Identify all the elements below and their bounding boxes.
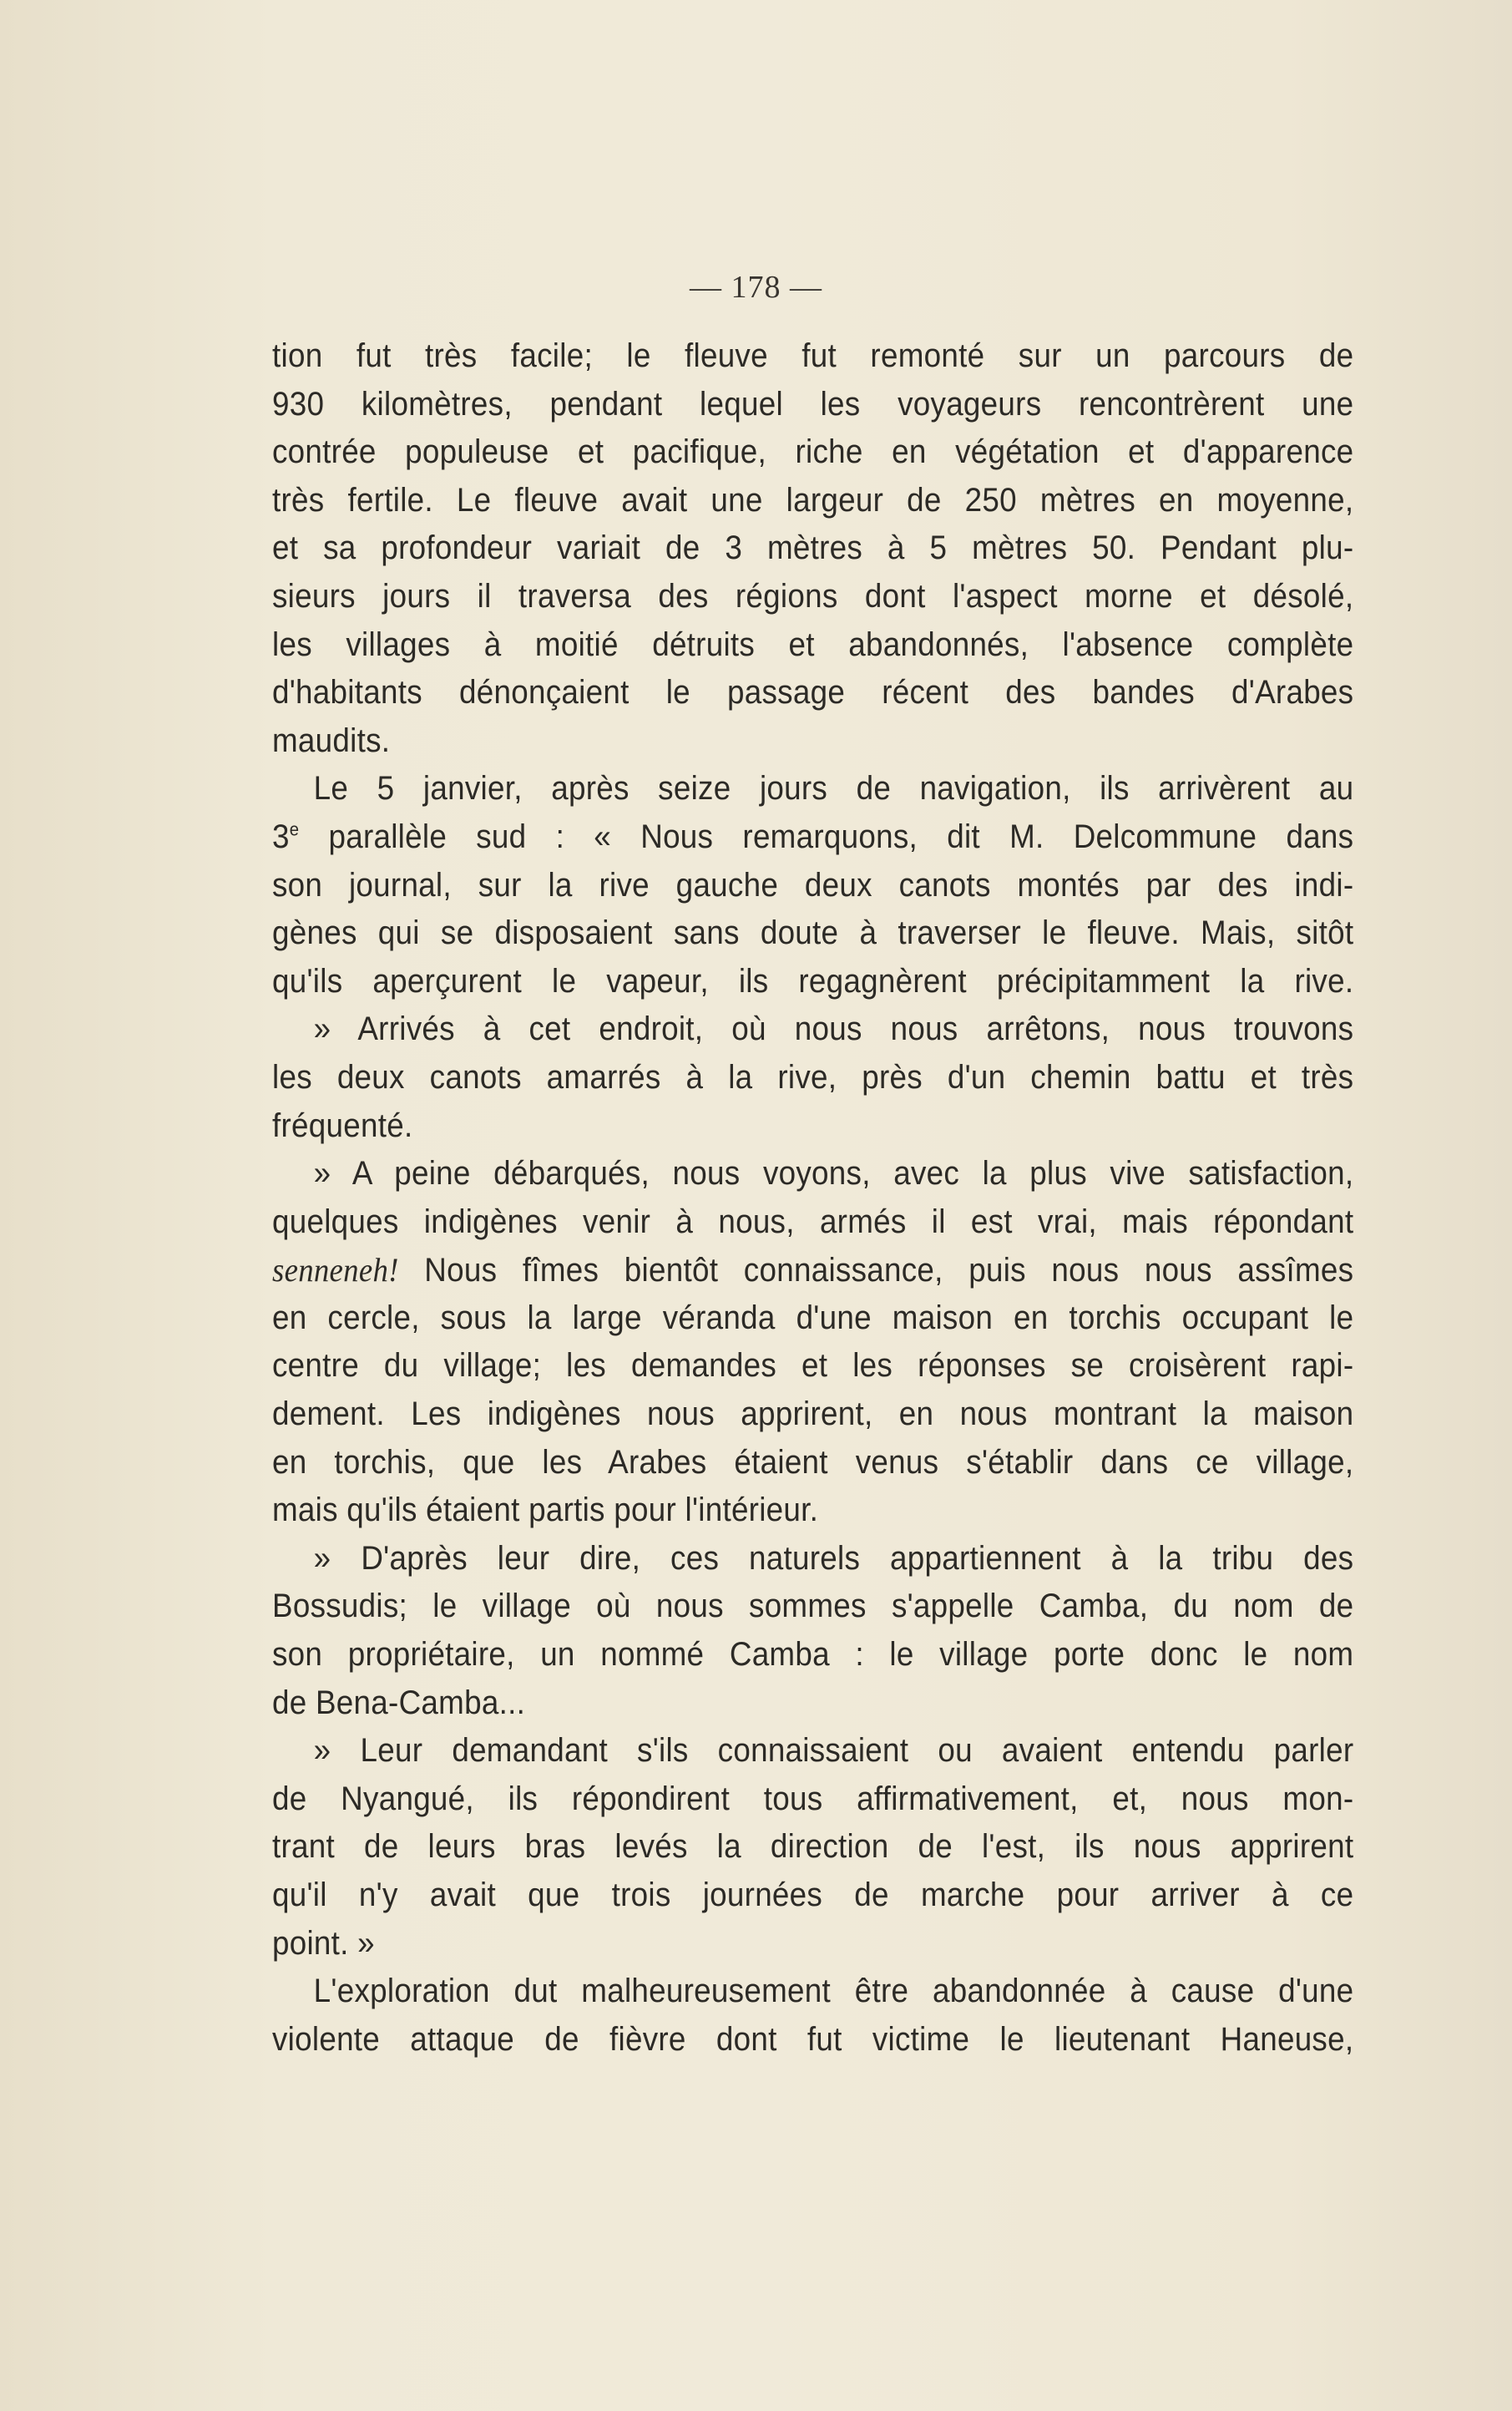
text-line: » Arrivés à cet endroit, où nous nous arrêtons, nous trouvons	[313, 1010, 1354, 1048]
text-line: de Nyangué, ils répondirent tous affirmativement, et, nous mon-	[272, 1780, 1354, 1817]
ordinal-number: 3	[272, 818, 290, 855]
body-text	[272, 332, 1354, 2064]
text-line: très fertile. Le fleuve avait une largeur de 250 mètres en moyenne,	[272, 481, 1354, 519]
text-line: violente attaque de fièvre dont fut victime le lieutenant Haneuse,	[272, 2020, 1354, 2058]
text-line: » D'après leur dire, ces naturels appartiennent à la tribu des	[313, 1539, 1354, 1577]
text-line: son propriétaire, un nommé Camba : le village porte donc le nom	[272, 1636, 1354, 1674]
text-line: Le 5 janvier, après seize jours de navigation, ils arrivèrent au	[313, 770, 1354, 808]
text-line: quelques indigènes venir à nous, armés il est vrai, mais répondant	[272, 1203, 1354, 1240]
text-line: dement. Les indigènes nous apprirent, en nous montrant la maison	[272, 1395, 1354, 1433]
text-line: tion fut très facile; le fleuve fut remonté sur un parcours de	[272, 337, 1354, 374]
text-line: gènes qui se disposaient sans doute à traverser le fleuve. Mais, sitôt	[272, 914, 1354, 952]
text-line: et sa profondeur variait de 3 mètres à 5 mètres 50. Pendant plu-	[272, 529, 1354, 567]
text-line: de Bena-Camba...	[272, 1684, 526, 1721]
ordinal-suffix: e	[289, 818, 300, 840]
text-line: les villages à moitié détruits et abandonnés, l'absence complète	[272, 626, 1354, 663]
text-span: Nous fîmes bientôt connaissance, puis nous nous assîmes	[424, 1252, 1354, 1289]
text-line: qu'il n'y avait que trois journées de marche pour arriver à ce	[272, 1877, 1354, 1913]
text-line: maudits.	[272, 722, 391, 759]
text-line: en cercle, sous la large véranda d'une maison en torchis occupant le	[272, 1299, 1354, 1336]
text-line: Bossudis; le village où nous sommes s'appelle Camba, du nom de	[272, 1588, 1354, 1625]
text-line: fréquenté.	[272, 1107, 413, 1144]
text-line: d'habitants dénonçaient le passage récent des bandes d'Arabes	[272, 674, 1354, 712]
text-line: trant de leurs bras levés la direction de l'est, ils nous apprirent	[272, 1828, 1354, 1866]
text-line	[272, 813, 1353, 862]
text-line: les deux canots amarrés à la rive, près d'un chemin battu et très	[272, 1058, 1354, 1096]
text-line: » Leur demandant s'ils connaissaient ou avaient entendu parler	[313, 1732, 1354, 1770]
text-line: en torchis, que les Arabes étaient venus s'établir dans ce village,	[272, 1443, 1354, 1481]
italic-word: senneneh!	[272, 1251, 399, 1289]
text-line: point. »	[272, 1924, 375, 1962]
text-line: centre du village; les demandes et les réponses se croisèrent rapi-	[272, 1347, 1354, 1385]
page-number: — 178 —	[690, 270, 822, 305]
text-line: L'exploration dut malheureusement être abandonnée à cause d'une	[313, 1973, 1354, 2010]
text-line	[272, 1246, 1353, 1294]
text-line: » A peine débarqués, nous voyons, avec la plus vive satisfaction,	[313, 1155, 1354, 1193]
text-line: mais qu'ils étaient partis pour l'intérieur.	[272, 1492, 819, 1529]
text-line: qu'ils aperçurent le vapeur, ils regagnèrent précipitamment la rive.	[272, 962, 1354, 1000]
text-line: contrée populeuse et pacifique, riche en végétation et d'apparence	[272, 433, 1354, 471]
text-line: 930 kilomètres, pendant lequel les voyageurs rencontrèrent une	[272, 385, 1354, 423]
text-span: parallèle sud : « Nous remarquons, dit M. Delcommune dans	[328, 818, 1354, 855]
text-line: son journal, sur la rive gauche deux canots montés par des indi-	[272, 866, 1354, 904]
text-line: sieurs jours il traversa des régions dont l'aspect morne et désolé,	[272, 577, 1354, 615]
